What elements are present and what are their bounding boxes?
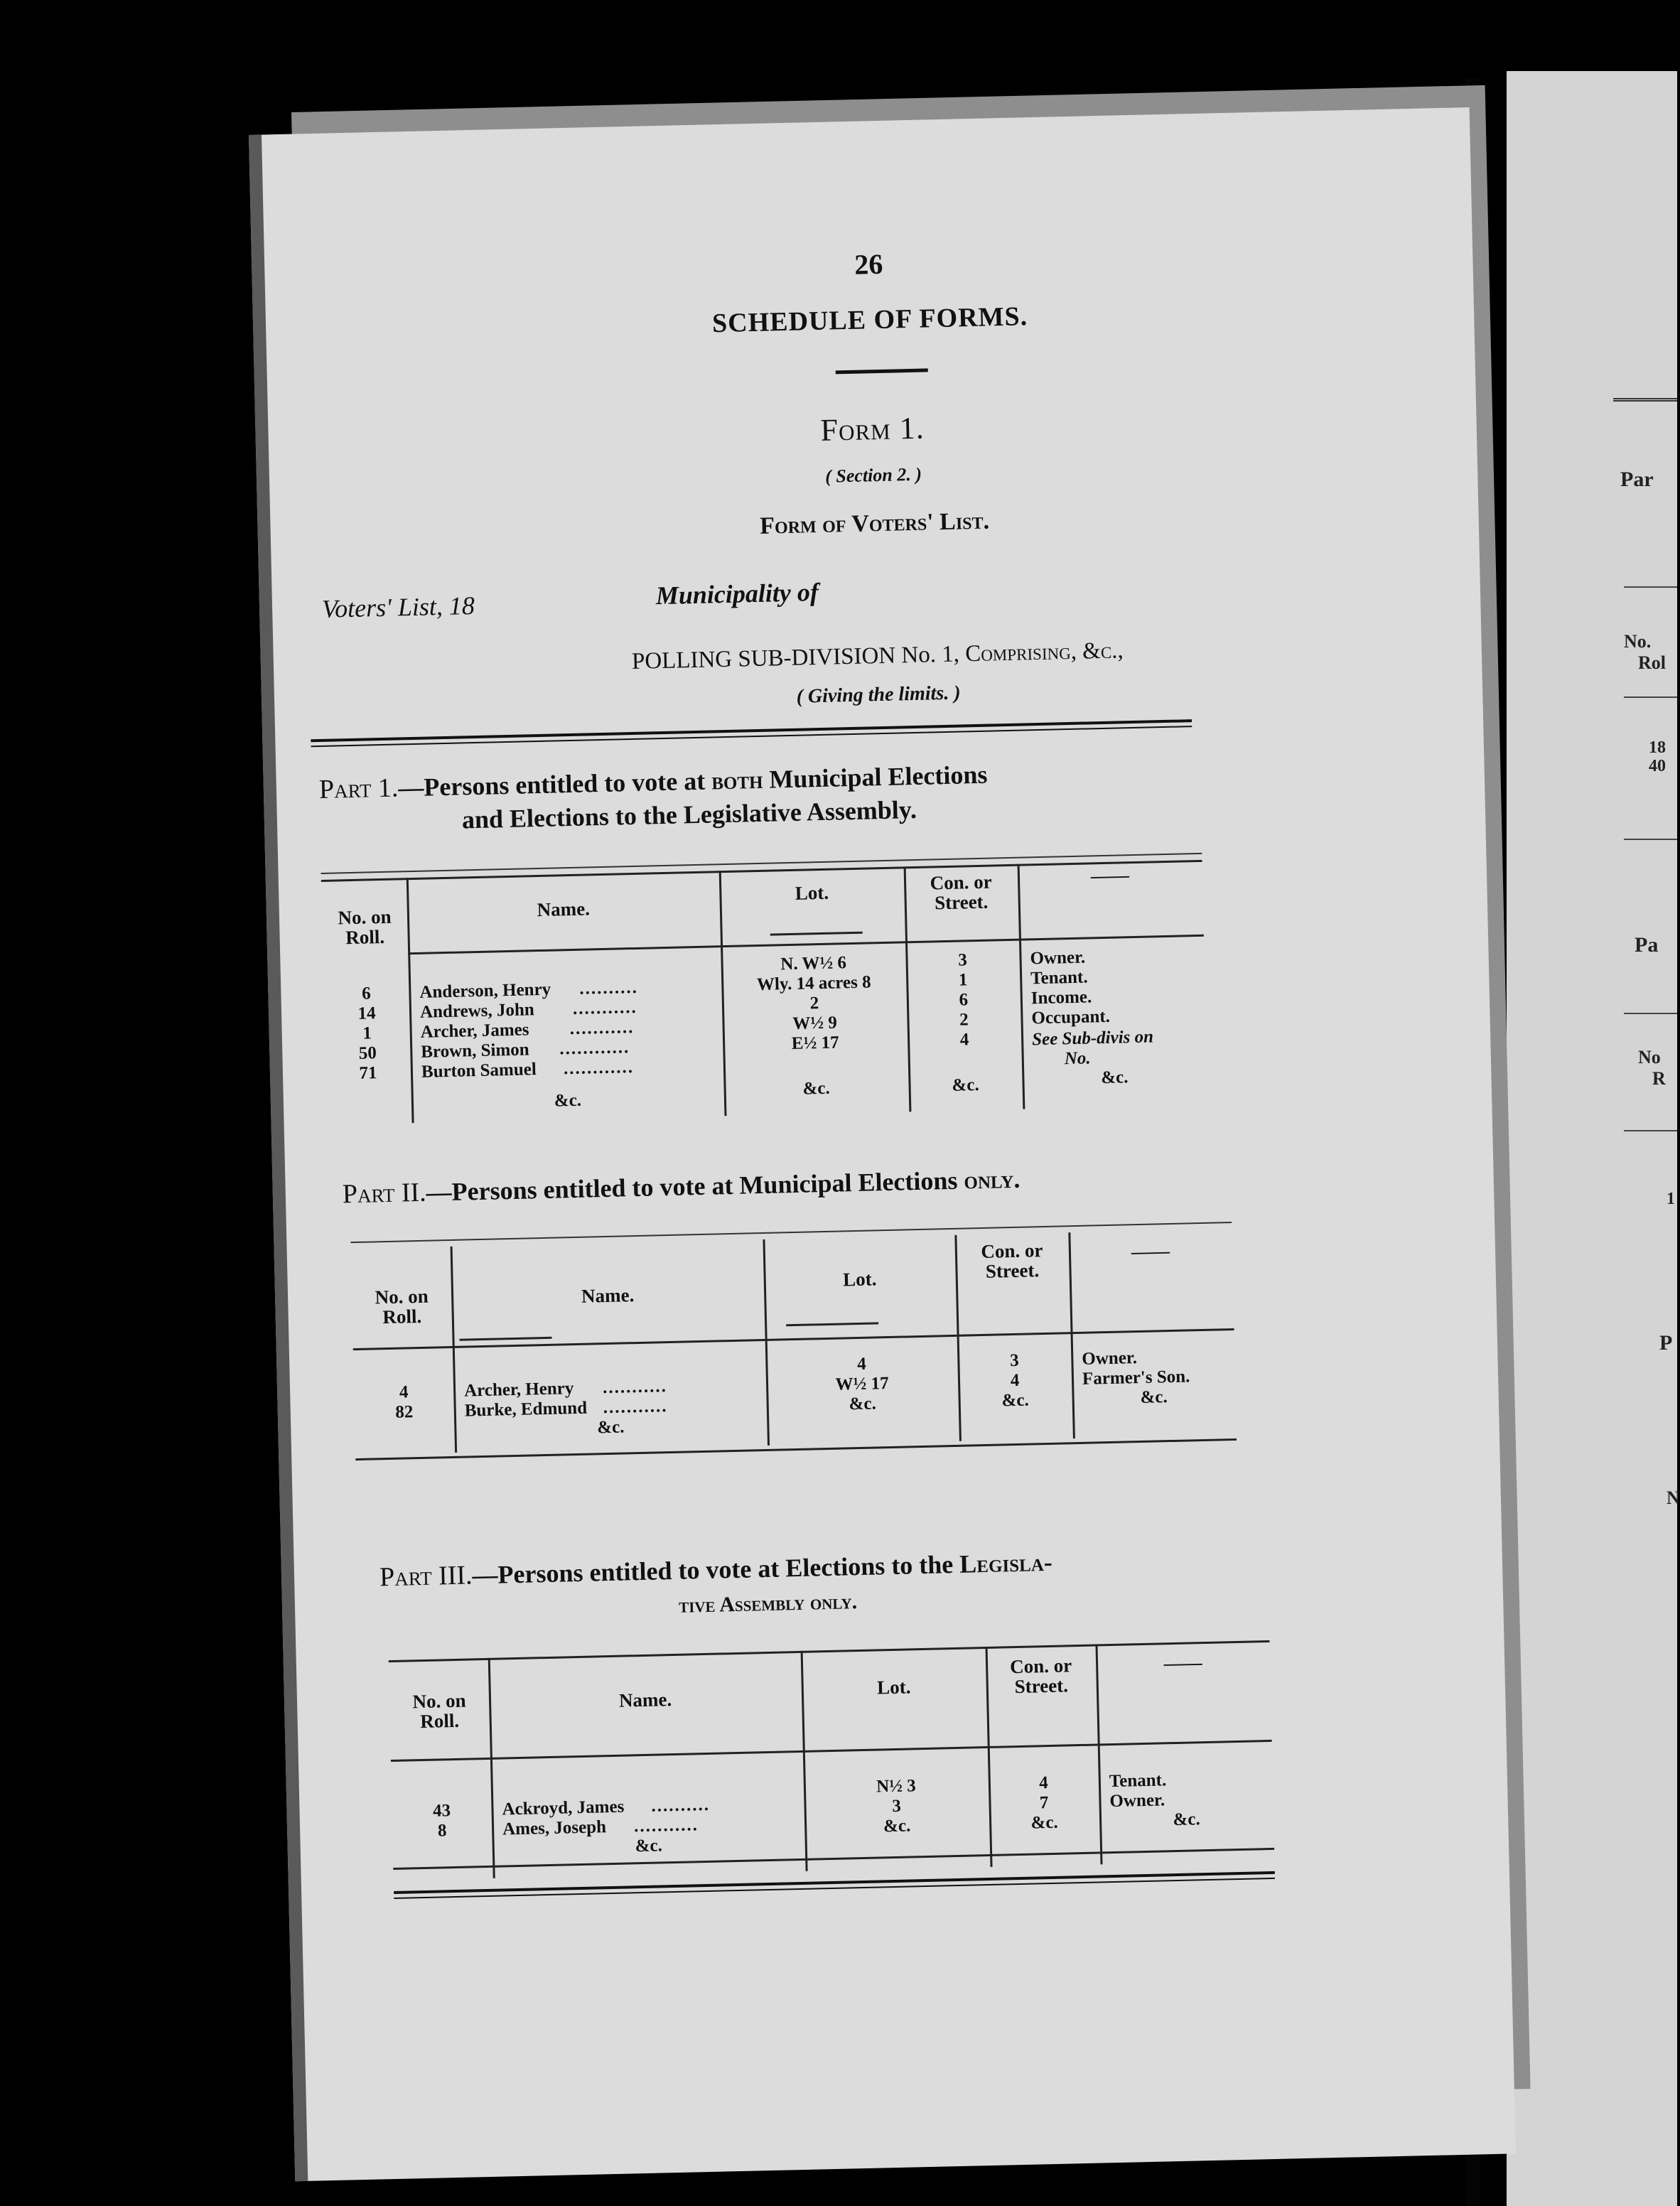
concession: 4 bbox=[1038, 1773, 1048, 1793]
header-dash: —— bbox=[1131, 1240, 1170, 1263]
concession: 1 bbox=[958, 970, 968, 990]
facing-rule bbox=[1624, 696, 1677, 698]
header-lot: Lot. bbox=[876, 1676, 911, 1699]
lot-subrule bbox=[786, 1322, 878, 1326]
etc: &c. bbox=[1030, 1812, 1059, 1833]
facing-rule bbox=[1624, 586, 1677, 588]
status: See Sub-divis on bbox=[1031, 1027, 1154, 1050]
facing-rule bbox=[1613, 398, 1677, 402]
header-dash: —— bbox=[1163, 1652, 1202, 1674]
page-number: 26 bbox=[854, 247, 883, 281]
header-dash: —— bbox=[1090, 864, 1130, 887]
roll-number: 43 bbox=[432, 1801, 451, 1821]
part3-legisla: Legisla- bbox=[959, 1547, 1053, 1578]
facing-rule bbox=[1624, 839, 1677, 840]
part1-label: Part 1. bbox=[318, 773, 399, 805]
concession: 3 bbox=[958, 950, 968, 970]
facing-text: Par bbox=[1620, 468, 1654, 491]
facing-text: N bbox=[1666, 1487, 1680, 1508]
status: Tenant. bbox=[1109, 1770, 1167, 1792]
concession: 3 bbox=[1009, 1350, 1019, 1371]
leader-dots: ............ bbox=[563, 1058, 635, 1079]
header-no-on-roll: No. on Roll. bbox=[412, 1689, 466, 1733]
section-rule bbox=[311, 719, 1192, 747]
title-rule bbox=[836, 368, 928, 374]
form-title: Form 1. bbox=[820, 410, 925, 448]
header-name: Name. bbox=[581, 1284, 635, 1307]
roll-number: 14 bbox=[357, 1004, 376, 1023]
facing-text: 1 bbox=[1666, 1190, 1675, 1208]
etc: &c. bbox=[554, 1090, 582, 1111]
lot: 3 bbox=[892, 1796, 902, 1817]
leader-dots: ........... bbox=[572, 997, 638, 1018]
etc: &c. bbox=[1001, 1390, 1030, 1411]
header-con-or-street: Con. or Street. bbox=[930, 871, 992, 914]
part1-heading-line2: and Elections to the Legislative Assembly. bbox=[461, 795, 917, 834]
roll-number: 82 bbox=[395, 1402, 414, 1422]
status: Tenant. bbox=[1030, 967, 1088, 989]
header-con-or-street: Con. or Street. bbox=[1009, 1654, 1072, 1698]
part3-label: Part III. bbox=[379, 1560, 473, 1593]
lot: N½ 3 bbox=[876, 1776, 917, 1797]
etc: &c. bbox=[1173, 1809, 1200, 1830]
lot: E½ 17 bbox=[791, 1033, 839, 1053]
leader-dots: ........... bbox=[633, 1815, 699, 1836]
limits-note: ( Giving the limits. ) bbox=[796, 682, 961, 708]
part2-only: only. bbox=[963, 1164, 1021, 1195]
header-lot: Lot. bbox=[795, 881, 829, 904]
concession: 6 bbox=[959, 990, 969, 1010]
part2-heading bbox=[342, 1158, 1224, 1212]
form-heading: Form of Voters' List. bbox=[759, 507, 990, 539]
facing-text: 40 bbox=[1649, 757, 1666, 775]
etc: &c. bbox=[1140, 1387, 1168, 1407]
part3-table bbox=[389, 1640, 1275, 1895]
leader-dots: ........... bbox=[603, 1397, 668, 1418]
part1-both: both bbox=[711, 765, 763, 795]
polling-suffix: Comprising, &c., bbox=[964, 637, 1124, 667]
voter-name: Burton Samuel bbox=[421, 1060, 537, 1082]
concession: 2 bbox=[959, 1010, 969, 1030]
document-page bbox=[249, 107, 1516, 2181]
concession: 4 bbox=[959, 1030, 969, 1050]
name-subrule bbox=[460, 1337, 552, 1341]
voters-list-label: Voters' List, 18 bbox=[321, 591, 475, 623]
header-no-on-roll: No. on Roll. bbox=[375, 1285, 429, 1328]
voter-name: Ackroyd, James bbox=[502, 1797, 625, 1819]
part1-table bbox=[321, 860, 1208, 1136]
status: Farmer's Son. bbox=[1082, 1367, 1190, 1389]
facing-rule bbox=[1624, 1130, 1677, 1131]
facing-text: No bbox=[1638, 1047, 1661, 1067]
municipality-label: Municipality of bbox=[655, 577, 819, 610]
part2-table bbox=[351, 1229, 1237, 1462]
polling-prefix: POLLING SUB-DIVISION No. 1, bbox=[631, 641, 960, 674]
etc: &c. bbox=[1101, 1067, 1129, 1088]
voter-name: Anderson, Henry bbox=[419, 979, 551, 1002]
voter-name: Ames, Joseph bbox=[502, 1817, 607, 1839]
schedule-title: SCHEDULE OF FORMS. bbox=[711, 301, 1028, 339]
voter-name: Burke, Edmund bbox=[464, 1398, 588, 1421]
status: Owner. bbox=[1030, 947, 1086, 969]
part3-heading-line2: tive Assembly only. bbox=[678, 1589, 858, 1618]
concession: 7 bbox=[1039, 1793, 1049, 1813]
part3-heading-text: —Persons entitled to vote at Elections to the bbox=[472, 1550, 954, 1590]
facing-text: R bbox=[1652, 1068, 1666, 1089]
leader-dots: ............ bbox=[559, 1038, 630, 1059]
facing-page-fragment bbox=[1507, 71, 1680, 2206]
header-lot: Lot. bbox=[842, 1268, 877, 1291]
facing-text: 18 bbox=[1649, 738, 1666, 757]
etc: &c. bbox=[802, 1078, 831, 1099]
part1-heading bbox=[318, 753, 1201, 839]
roll-number: 4 bbox=[399, 1382, 409, 1402]
header-name: Name. bbox=[537, 898, 591, 921]
header-rule bbox=[391, 1740, 1272, 1762]
facing-text: Pa bbox=[1635, 933, 1659, 957]
voter-name: Archer, James bbox=[420, 1020, 529, 1042]
etc: &c. bbox=[849, 1394, 877, 1414]
part2-heading-text: —Persons entitled to vote at Municipal Elections bbox=[426, 1166, 958, 1207]
part2-label: Part II. bbox=[342, 1177, 427, 1210]
etc: &c. bbox=[952, 1075, 979, 1095]
lot: W½ 17 bbox=[835, 1374, 889, 1394]
lot: W½ 9 bbox=[792, 1013, 838, 1033]
header-no-on-roll: No. on Roll. bbox=[338, 905, 392, 949]
part1-heading-b: Municipal Elections bbox=[768, 760, 988, 794]
roll-number: 8 bbox=[437, 1821, 447, 1841]
etc: &c. bbox=[883, 1816, 911, 1836]
roll-number: 1 bbox=[362, 1023, 372, 1043]
facing-text: No. bbox=[1624, 631, 1652, 652]
lot-subrule bbox=[770, 932, 863, 936]
form-section: ( Section 2. ) bbox=[824, 463, 922, 487]
facing-rule bbox=[1624, 1013, 1677, 1014]
status: Owner. bbox=[1082, 1348, 1138, 1369]
voter-name: Brown, Simon bbox=[421, 1040, 529, 1062]
lot: N. W½ 6 bbox=[780, 953, 847, 974]
leader-dots: ........... bbox=[602, 1377, 668, 1398]
status: Owner. bbox=[1109, 1790, 1165, 1812]
part3-heading bbox=[379, 1541, 1262, 1627]
status: Occupant. bbox=[1031, 1006, 1111, 1028]
header-name: Name. bbox=[618, 1689, 672, 1711]
part1-heading-a: —Persons entitled to vote at bbox=[397, 766, 706, 802]
roll-number: 71 bbox=[359, 1063, 377, 1083]
status-note: No. bbox=[1064, 1048, 1091, 1069]
facing-text: Rol bbox=[1638, 652, 1666, 673]
leader-dots: .......... bbox=[651, 1795, 711, 1816]
header-con-or-street: Con. or Street. bbox=[981, 1239, 1043, 1283]
lot: 4 bbox=[856, 1354, 867, 1374]
leader-dots: .......... bbox=[579, 977, 639, 999]
roll-number: 6 bbox=[361, 984, 372, 1004]
etc: &c. bbox=[635, 1836, 663, 1856]
facing-text: P bbox=[1659, 1331, 1673, 1355]
etc: &c. bbox=[596, 1417, 625, 1438]
voter-name: Archer, Henry bbox=[463, 1379, 574, 1401]
lot: Wly. 14 acres 8 bbox=[756, 972, 871, 995]
lot: 2 bbox=[809, 994, 819, 1013]
voter-name: Andrews, John bbox=[419, 1000, 535, 1022]
table-bottom-rule bbox=[355, 1438, 1237, 1460]
concession: 4 bbox=[1010, 1370, 1020, 1391]
leader-dots: ........... bbox=[569, 1018, 635, 1039]
status: Income. bbox=[1030, 987, 1092, 1008]
roll-number: 50 bbox=[358, 1043, 377, 1063]
